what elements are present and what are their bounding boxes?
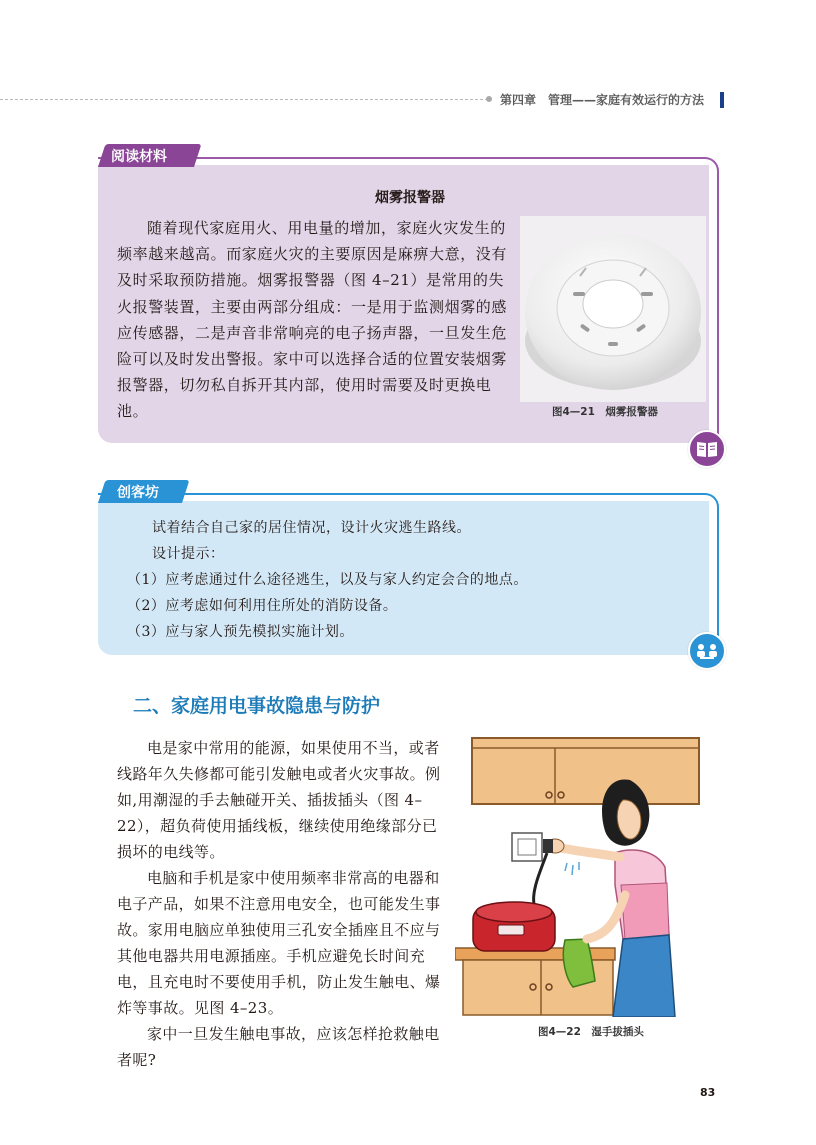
smoke-detector-image bbox=[520, 216, 706, 402]
paragraph: 电是家中常用的能源，如果使用不当，或者线路年久失修都可能引发触电或者火灾事故。例如,用潮湿的手去触碰开关、插拔插头（图 4–22），超负荷使用插线板，继续使用绝缘部分已损坏的电线等。 bbox=[117, 739, 441, 861]
maker-hint-title: 设计提示： bbox=[152, 546, 225, 562]
chapter-header: 第四章 管理——家庭有效运行的方法 bbox=[500, 93, 705, 107]
paragraph: 家中一旦发生触电事故，应该怎样抢救触电者呢? bbox=[117, 1025, 440, 1069]
header-rule bbox=[0, 99, 488, 100]
paragraph: 电脑和手机是家中使用频率非常高的电器和电子产品，如果不注意用电安全，也可能发生事故。家用电脑应单独使用三孔安全插座且不应与其他电器共用电源插座。手机应避免长时间充电，且充电时不要使用手机，防止发生触电、爆炸等事故。见图 4–23。 bbox=[117, 869, 441, 1017]
header-dot bbox=[486, 96, 492, 102]
maker-hint-2: （2）应考虑如何利用住所处的消防设备。 bbox=[127, 598, 398, 614]
group-discussion-icon bbox=[688, 632, 726, 670]
maker-hint-3: （3）应与家人预先模拟实施计划。 bbox=[127, 624, 354, 640]
reading-text: 随着现代家庭用火、用电量的增加，家庭火灾发生的频率越来越高。而家庭火灾的主要原因是麻痹大意，没有及时采取预防措施。烟雾报警器（图 4–21）是常用的失火报警装置，主要由两部分组成：一是用于监测烟雾的感应传感器，二是声音非常响亮的电子扬声器，一旦发生危险可以及时发出警报。家中可以选择合适的位置安装烟雾报警器，切勿私自拆开其内部，使用时需要及时更换电池。 bbox=[117, 219, 508, 421]
maker-hint-1: （1）应考虑通过什么途径逃生，以及与家人约定会合的地点。 bbox=[127, 572, 528, 588]
book-icon bbox=[688, 430, 726, 468]
page-number: 83 bbox=[700, 1086, 716, 1099]
reading-material-label: 阅读材料 bbox=[111, 149, 167, 165]
maker-task: 试着结合自己家的居住情况，设计火灾逃生路线。 bbox=[152, 520, 471, 536]
section-body bbox=[117, 735, 444, 1073]
section-title: 二、家庭用电事故隐患与防护 bbox=[133, 695, 381, 717]
maker-label: 创客坊 bbox=[117, 485, 159, 501]
wet-hand-unplugging-illustration bbox=[455, 735, 717, 1017]
reading-title: 烟雾报警器 bbox=[375, 190, 445, 206]
header-accent-bar bbox=[720, 92, 724, 108]
wet-hand-caption: 图4—22 湿手拔插头 bbox=[538, 1026, 644, 1038]
smoke-detector-caption: 图4—21 烟雾报警器 bbox=[552, 406, 658, 418]
